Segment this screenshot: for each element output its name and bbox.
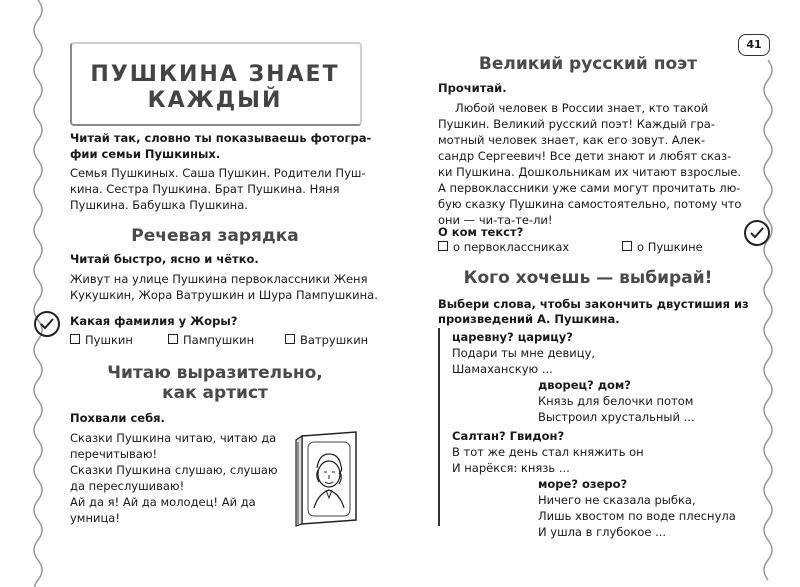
paragraph-line: они — чи-та-те-ли!: [438, 213, 553, 227]
checkbox-icon[interactable]: [285, 334, 295, 344]
instruction-2: Читай быстро, ясно и чётко.: [70, 252, 259, 266]
section-heading-great-poet: Великий русский поэт: [478, 54, 698, 74]
section-heading-speech: Речевая зарядка: [131, 226, 299, 246]
instruction-choose-line2: произведений А. Пушкина.: [438, 312, 620, 326]
page-title-line1: ПУШКИНА ЗНАЕТ: [90, 62, 340, 87]
paragraph-line: Любой человек в России знает, кто такой: [455, 101, 709, 115]
checkmark-icon: [34, 311, 60, 337]
paragraph-2-line: Живут на улице Пушкина первоклассники Женя: [70, 272, 368, 286]
answer-option[interactable]: [70, 333, 133, 347]
paragraph-1-line: кина. Сестра Пушкина. Брат Пушкина. Няня: [70, 182, 340, 196]
instruction-1-line2: фии семьи Пушкиных.: [70, 147, 221, 161]
paragraph-2-line: Кукушкин, Жора Ватрушкин и Шура Пампушкина.: [70, 288, 378, 302]
paragraph-line: ки Пушкина. Дошкольникам их читают взрослые.: [438, 165, 742, 179]
instruction-1-line1: Читай так, словно ты показываешь фотогра-: [70, 131, 372, 145]
question-left: Какая фамилия у Жоры?: [70, 314, 238, 328]
section-heading-expressive-line1: Читаю выразительно,: [107, 363, 323, 383]
checkbox-icon[interactable]: [70, 334, 80, 344]
page-title-line2: КАЖДЫЙ: [147, 88, 283, 113]
left-wavy-border: [28, 0, 48, 587]
page-number: 41: [738, 34, 770, 56]
paragraph-line: мотный человек знает, как его зовут. Алек-: [438, 133, 706, 147]
poem-column-divider: [438, 328, 440, 526]
instruction-choose-line1: Выбери слова, чтобы закончить двустишия из: [438, 297, 749, 311]
poem-line: Ай да я! Ай да молодец! Ай да: [70, 495, 256, 509]
word-choice: море? озеро?: [538, 477, 628, 491]
paragraph-line: сандр Сергеевич! Все дети знают и любят сказ-: [438, 149, 732, 163]
answer-option[interactable]: [438, 240, 569, 254]
right-wavy-border: [758, 0, 778, 587]
couplet-line: Подари ты мне девицу,: [452, 346, 596, 360]
answer-option[interactable]: [168, 333, 254, 347]
section-heading-choose: Кого хочешь — выбирай!: [463, 268, 713, 288]
poem-line: Сказки Пушкина слушаю, слушаю: [70, 463, 278, 477]
couplet-line: Лишь хвостом по воде плеснула: [538, 509, 736, 523]
option-label: Ватрушкин: [300, 333, 369, 347]
option-label: о первоклассниках: [453, 240, 570, 254]
checkmark-icon: [744, 220, 770, 246]
couplet-line: Князь для белочки потом: [538, 394, 694, 408]
instruction-3: Похвали себя.: [70, 411, 165, 425]
checkbox-icon[interactable]: [438, 241, 448, 251]
couplet-line: Шамаханскую ...: [452, 362, 553, 376]
answer-option[interactable]: [622, 240, 703, 254]
answer-option[interactable]: [285, 333, 368, 347]
couplet-line: Ничего не сказала рыбка,: [538, 493, 696, 507]
pushkin-book-illustration: [292, 428, 364, 528]
section-heading-expressive-line2: как артист: [162, 383, 268, 403]
couplet-line: В тот же день стал княжить он: [452, 445, 644, 459]
poem-line: Сказки Пушкина читаю, читаю да: [70, 431, 277, 445]
couplet-line: И ушла в глубокое ...: [538, 525, 667, 539]
couplet-line: И нарёкся: князь ...: [452, 461, 570, 475]
checkbox-icon[interactable]: [622, 241, 632, 251]
instruction-read: Прочитай.: [438, 81, 507, 95]
paragraph-1-line: Семья Пушкиных. Саша Пушкин. Родители Пуш-: [70, 166, 366, 180]
checkbox-icon[interactable]: [168, 334, 178, 344]
paragraph-line: А первоклассники уже сами могут прочитать лю-: [438, 181, 741, 195]
paragraph-1-line: Пушкина. Бабушка Пушкина.: [70, 198, 248, 212]
poem-line: умница!: [70, 511, 120, 525]
word-choice: Салтан? Гвидон?: [452, 429, 565, 443]
poem-line: перечитываю!: [70, 447, 158, 461]
poem-line: да переслушиваю!: [70, 479, 185, 493]
option-label: о Пушкине: [637, 240, 703, 254]
question-right: О ком текст?: [438, 225, 524, 239]
paragraph-line: бую сказку Пушкина самостоятельно, потому что: [438, 197, 742, 211]
option-label: Пампушкин: [183, 333, 255, 347]
couplet-line: Выстроил хрустальный ...: [538, 410, 695, 424]
word-choice: дворец? дом?: [538, 378, 631, 392]
option-label: Пушкин: [85, 333, 133, 347]
paragraph-line: Пушкин. Великий русский поэт! Каждый гра-: [438, 117, 715, 131]
word-choice: царевну? царицу?: [452, 330, 573, 344]
